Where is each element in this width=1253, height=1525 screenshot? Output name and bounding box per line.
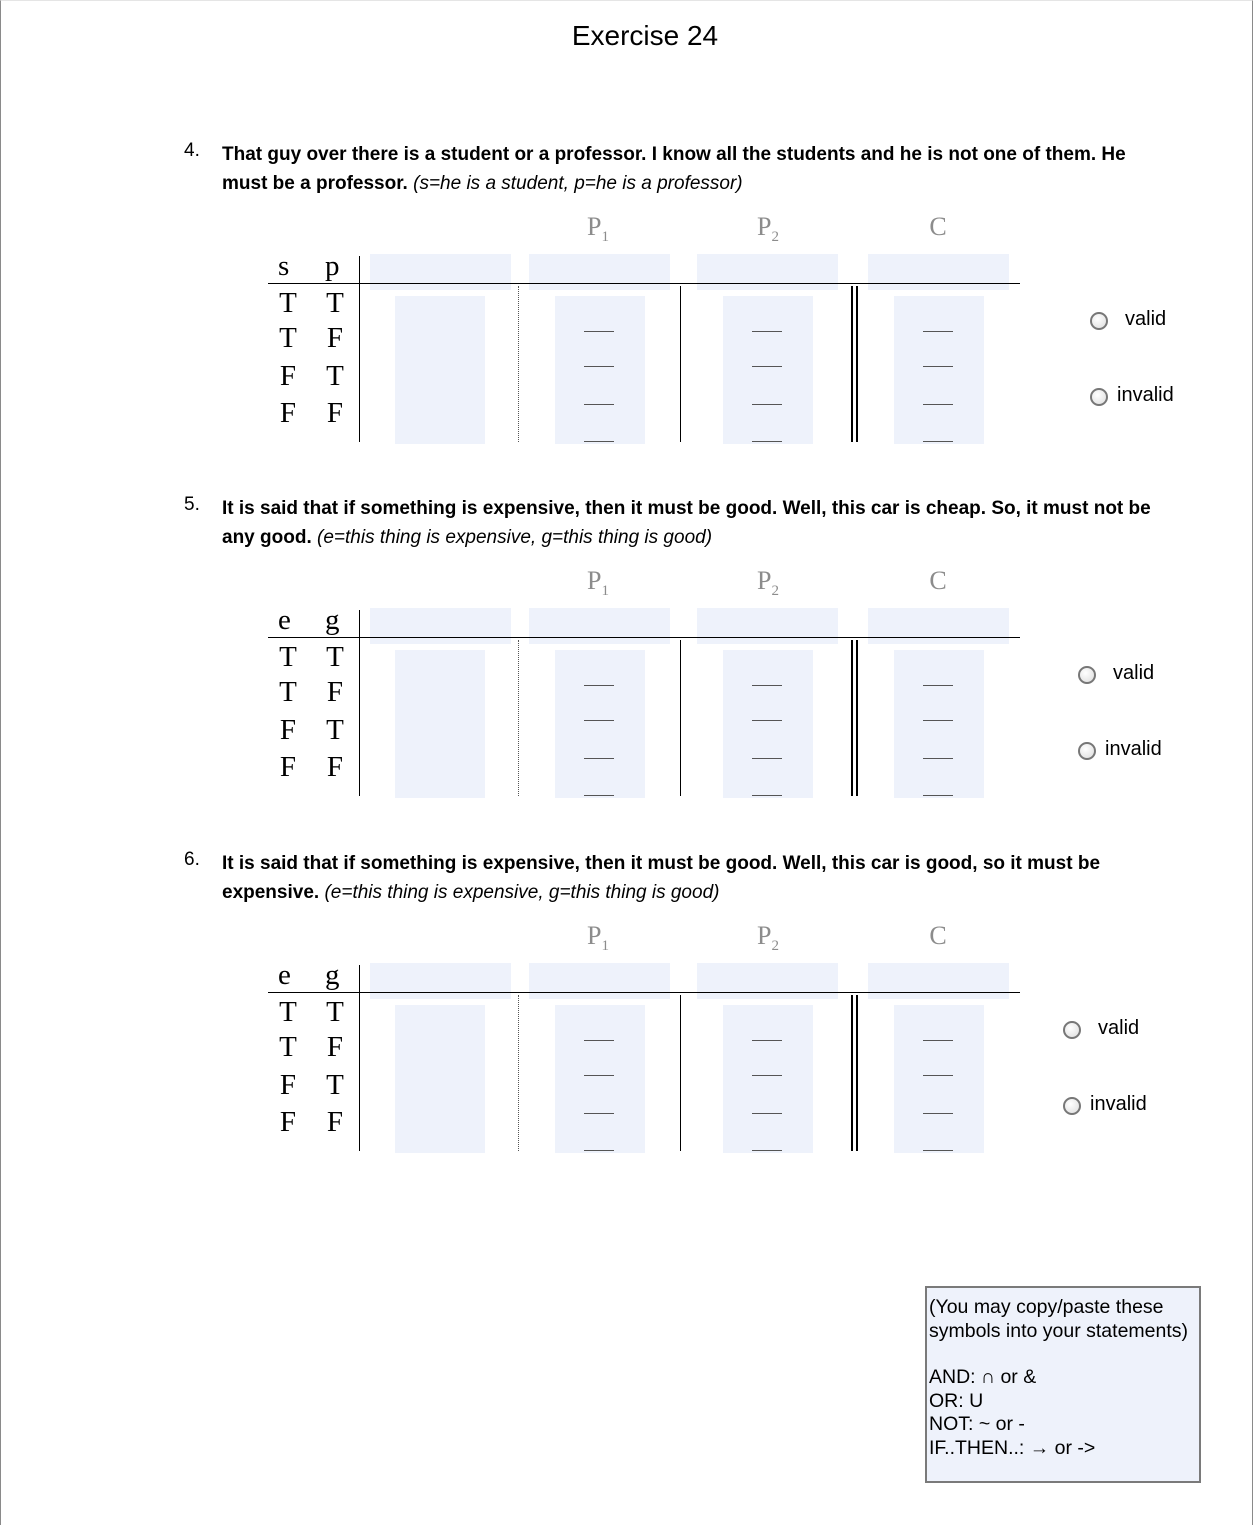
answer-blank[interactable] (752, 685, 782, 686)
question-statement: That guy over there is a student or a professor. I know all the students and he is not one of them. He must be a professor. (222, 144, 1126, 194)
truth-value: F (326, 1106, 344, 1138)
question-number: 6. (184, 849, 200, 870)
valid-label: valid (1125, 308, 1167, 330)
column-header-p2 (738, 566, 798, 600)
answer-blank[interactable] (923, 331, 953, 332)
page-title: Exercise 24 (571, 20, 719, 51)
column-header-letter: P (587, 566, 602, 595)
answer-blank[interactable] (584, 795, 614, 796)
column-header-p1 (568, 212, 628, 246)
question-number: 5. (184, 494, 200, 515)
problem-6 (0, 849, 1253, 1179)
answer-blank[interactable] (752, 758, 782, 759)
answer-blank[interactable] (584, 331, 614, 332)
truth-value: F (279, 1106, 297, 1138)
dotted-divider (518, 995, 519, 1151)
formula-input-conclusion[interactable] (868, 254, 1009, 290)
truth-column-4[interactable] (894, 296, 984, 444)
truth-value: T (279, 322, 297, 354)
answer-blank[interactable] (923, 1150, 953, 1151)
question-number: 4. (184, 140, 200, 161)
answer-blank[interactable] (752, 331, 782, 332)
answer-blank[interactable] (752, 1150, 782, 1151)
formula-input-premise-2[interactable] (697, 608, 838, 644)
truth-value: F (326, 676, 344, 708)
column-header-letter: P (757, 566, 772, 595)
column-header-subscript: 2 (771, 938, 779, 955)
answer-blank[interactable] (584, 720, 614, 721)
truth-column-2[interactable] (555, 650, 645, 798)
column-header-subscript: 1 (601, 938, 609, 955)
formula-input-premise-1a[interactable] (370, 963, 511, 999)
invalid-radio[interactable] (1078, 742, 1096, 760)
truth-value: F (279, 1069, 297, 1101)
valid-radio[interactable] (1090, 312, 1108, 330)
answer-blank[interactable] (923, 795, 953, 796)
variable-divider (359, 965, 360, 1151)
column-header-p2 (738, 212, 798, 246)
symbol-and: AND: ∩ or & (929, 1366, 1037, 1388)
answer-blank[interactable] (584, 404, 614, 405)
valid-label: valid (1098, 1017, 1140, 1039)
symbol-ifthen: IF..THEN..: → or -> (929, 1436, 1096, 1459)
formula-input-conclusion[interactable] (868, 963, 1009, 999)
answer-blank[interactable] (752, 795, 782, 796)
column-header-letter: P (587, 921, 602, 950)
column-header-letter: C (929, 212, 947, 241)
answer-blank[interactable] (752, 366, 782, 367)
truth-column-2[interactable] (555, 296, 645, 444)
column-header-c (908, 921, 968, 955)
answer-blank[interactable] (923, 758, 953, 759)
header-rule (268, 992, 1020, 993)
problem-4 (0, 140, 1253, 470)
answer-blank[interactable] (584, 758, 614, 759)
problem-5 (0, 494, 1253, 824)
column-header-c (908, 212, 968, 246)
truth-value: T (279, 1031, 297, 1063)
column-header-p1 (568, 921, 628, 955)
conclusion-divider-right (856, 286, 858, 442)
truth-value: T (326, 287, 344, 319)
column-header-c (908, 566, 968, 600)
column-header-letter: P (757, 212, 772, 241)
answer-blank[interactable] (923, 441, 953, 442)
symbols-intro: (You may copy/paste these symbols into your statements) (929, 1296, 1189, 1342)
symbol-not: NOT: ~ or - (929, 1413, 1025, 1435)
answer-blank[interactable] (752, 441, 782, 442)
column-header-letter: P (757, 921, 772, 950)
dotted-divider (518, 640, 519, 796)
formula-input-premise-2[interactable] (697, 963, 838, 999)
question-statement: It is said that if something is expensive, then it must be good. Well, this car is cheap. So, it must not be any good. (222, 498, 1151, 548)
formula-input-premise-2[interactable] (697, 254, 838, 290)
formula-input-premise-1a[interactable] (370, 254, 511, 290)
answer-blank[interactable] (923, 404, 953, 405)
truth-value: F (326, 322, 344, 354)
variable-header-g: g (325, 604, 340, 636)
truth-value: F (279, 714, 297, 746)
column-header-p2 (738, 921, 798, 955)
header-rule (268, 637, 1020, 638)
truth-value: T (279, 676, 297, 708)
truth-value: T (279, 287, 297, 319)
question-text (222, 849, 1162, 907)
truth-column-3[interactable] (723, 296, 813, 444)
conclusion-divider-right (856, 640, 858, 796)
question-statement: It is said that if something is expensive, then it must be good. Well, this car is good, so it must be expensive. (222, 853, 1101, 903)
answer-blank[interactable] (584, 1040, 614, 1041)
answer-blank[interactable] (584, 685, 614, 686)
symbol-or: OR: U (929, 1389, 984, 1412)
answer-blank[interactable] (923, 685, 953, 686)
formula-input-premise-1[interactable] (529, 254, 670, 290)
answer-blank[interactable] (923, 1075, 953, 1076)
valid-label: valid (1113, 662, 1155, 684)
variable-divider (359, 256, 360, 442)
question-text (222, 494, 1162, 552)
column-header-letter: P (587, 212, 602, 241)
symbols-spacer (929, 1343, 1197, 1366)
column-header-subscript: 2 (771, 229, 779, 246)
question-text (222, 140, 1162, 198)
answer-blank[interactable] (752, 404, 782, 405)
answer-blank[interactable] (923, 366, 953, 367)
conclusion-divider-left (851, 640, 853, 796)
truth-column-3[interactable] (723, 1005, 813, 1153)
variable-header-s: s (278, 250, 290, 282)
formula-input-premise-1a[interactable] (370, 608, 511, 644)
truth-column-4[interactable] (894, 650, 984, 798)
column-header-subscript: 2 (771, 583, 779, 600)
column-header-letter: C (929, 921, 947, 950)
answer-blank[interactable] (923, 1113, 953, 1114)
answer-blank[interactable] (584, 366, 614, 367)
truth-value: T (279, 641, 297, 673)
truth-value: F (279, 397, 297, 429)
truth-column-1[interactable] (395, 1005, 485, 1153)
column-header-subscript: 1 (601, 583, 609, 600)
formula-input-premise-1[interactable] (529, 608, 670, 644)
valid-radio[interactable] (1063, 1021, 1081, 1039)
truth-value: F (326, 1031, 344, 1063)
answer-blank[interactable] (752, 1040, 782, 1041)
answer-blank[interactable] (923, 1040, 953, 1041)
variable-header-p: p (325, 250, 340, 282)
premise-divider (680, 640, 681, 796)
truth-value: T (326, 360, 344, 392)
premise-divider (680, 286, 681, 442)
truth-value: F (326, 397, 344, 429)
conclusion-divider-left (851, 995, 853, 1151)
answer-blank[interactable] (584, 1075, 614, 1076)
truth-column-1[interactable] (395, 650, 485, 798)
question-variables: (e=this thing is expensive, g=this thing is good) (324, 882, 720, 903)
truth-value: T (326, 714, 344, 746)
variable-header-e: e (278, 604, 291, 636)
truth-column-3[interactable] (723, 650, 813, 798)
formula-input-conclusion[interactable] (868, 608, 1009, 644)
variable-header-e: e (278, 959, 291, 991)
truth-value: F (326, 751, 344, 783)
column-header-letter: C (929, 566, 947, 595)
column-header-subscript: 1 (601, 229, 609, 246)
conclusion-divider-right (856, 995, 858, 1151)
valid-radio[interactable] (1078, 666, 1096, 684)
header-rule (268, 283, 1020, 284)
truth-value: T (326, 641, 344, 673)
dotted-divider (518, 286, 519, 442)
truth-value: T (326, 1069, 344, 1101)
invalid-label: invalid (1090, 1093, 1147, 1115)
invalid-radio[interactable] (1063, 1097, 1081, 1115)
formula-input-premise-1[interactable] (529, 963, 670, 999)
conclusion-divider-left (851, 286, 853, 442)
answer-blank[interactable] (752, 1113, 782, 1114)
column-header-p1 (568, 566, 628, 600)
truth-value: T (279, 996, 297, 1028)
symbols-textbox[interactable] (925, 1286, 1201, 1483)
truth-value: F (279, 360, 297, 392)
premise-divider (680, 995, 681, 1151)
question-variables: (s=he is a student, p=he is a professor) (413, 173, 743, 194)
truth-value: T (326, 996, 344, 1028)
invalid-radio[interactable] (1090, 388, 1108, 406)
answer-blank[interactable] (923, 720, 953, 721)
truth-column-4[interactable] (894, 1005, 984, 1153)
invalid-label: invalid (1105, 738, 1162, 760)
answer-blank[interactable] (752, 720, 782, 721)
variable-header-g: g (325, 959, 340, 991)
truth-value: F (279, 751, 297, 783)
answer-blank[interactable] (584, 441, 614, 442)
question-variables: (e=this thing is expensive, g=this thing is good) (317, 527, 713, 548)
truth-column-2[interactable] (555, 1005, 645, 1153)
answer-blank[interactable] (752, 1075, 782, 1076)
variable-divider (359, 610, 360, 796)
truth-column-1[interactable] (395, 296, 485, 444)
answer-blank[interactable] (584, 1150, 614, 1151)
answer-blank[interactable] (584, 1113, 614, 1114)
invalid-label: invalid (1117, 384, 1174, 406)
